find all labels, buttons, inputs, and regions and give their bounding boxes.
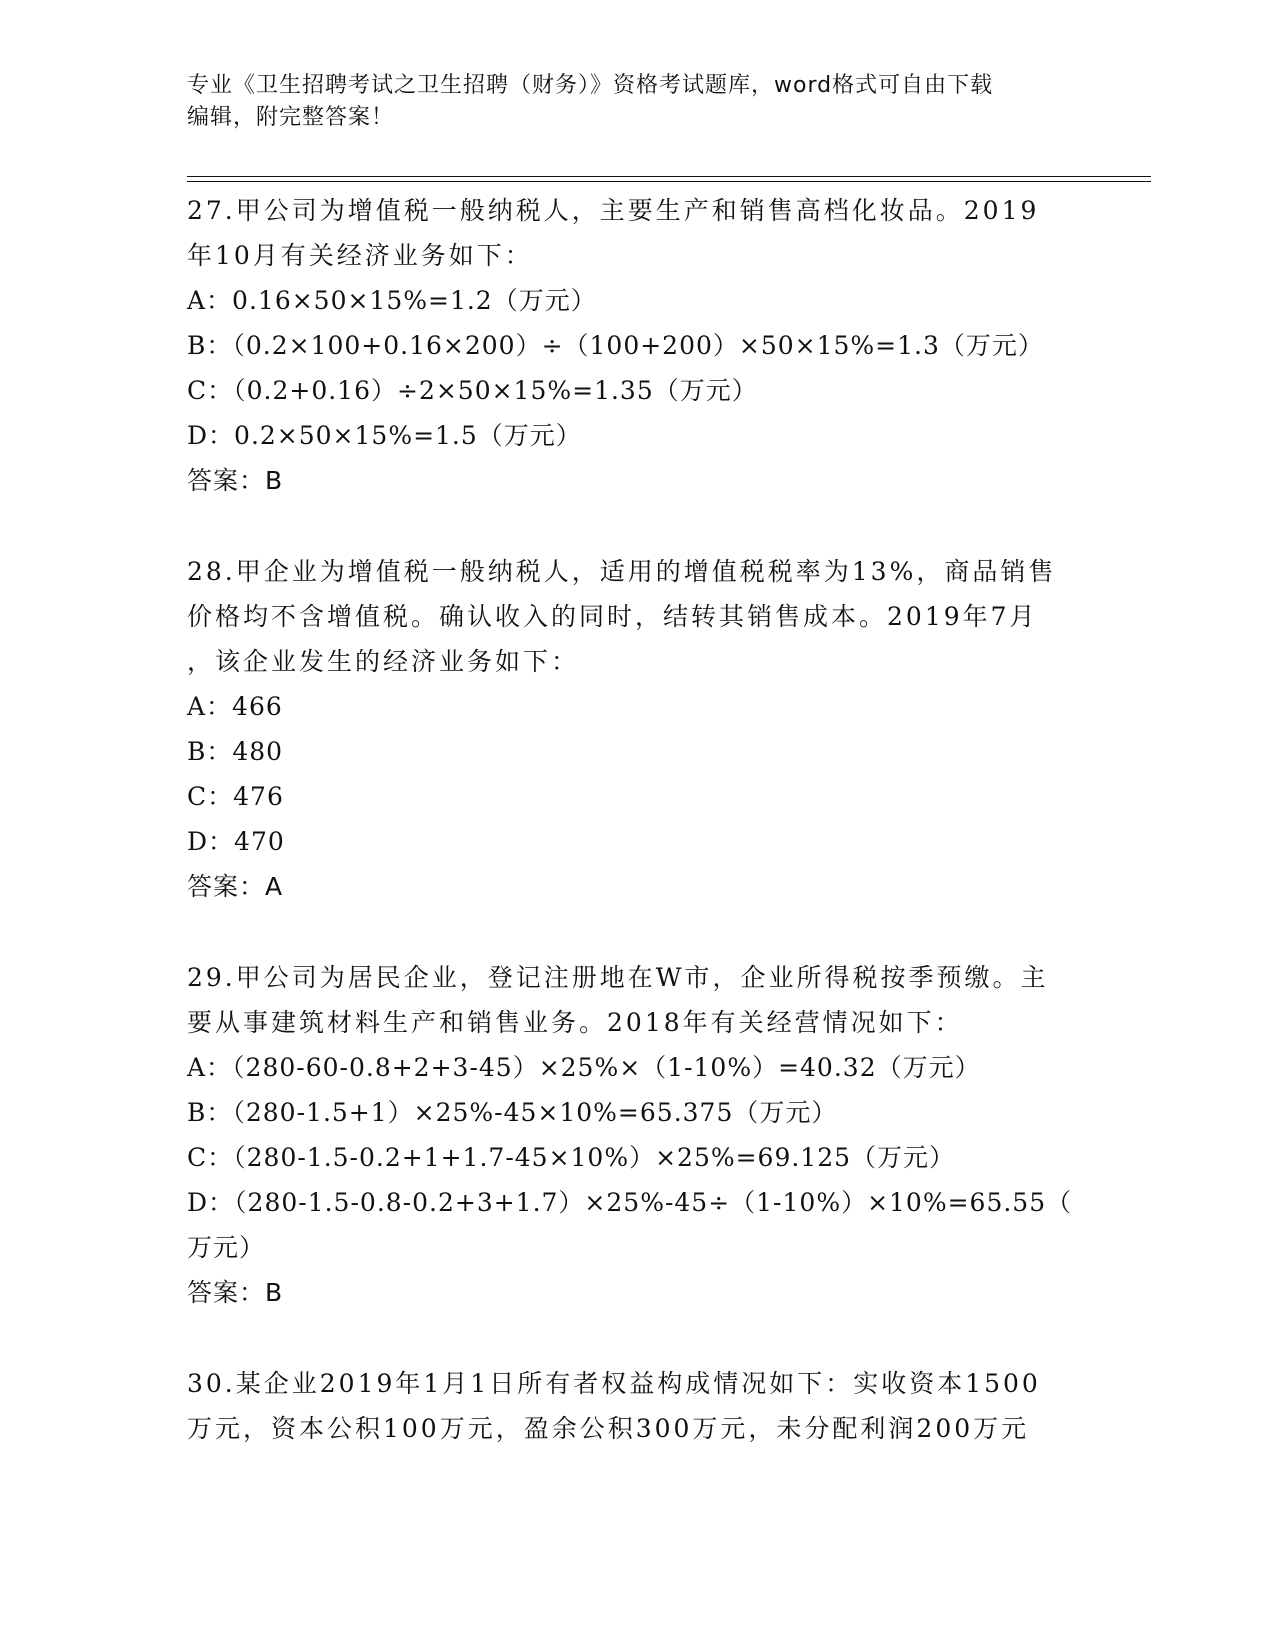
option-a: A：0.16×50×15%=1.2（万元） <box>187 286 597 315</box>
header-line-1: 专业《卫生招聘考试之卫生招聘（财务）》资格考试题库，word格式可自由下载 <box>187 73 994 98</box>
option-b: B：480 <box>187 737 284 766</box>
option-d: D：（280-1.5-0.8-0.2+3+1.7）×25%-45÷（1-10%）×10%=65.55（ <box>187 1188 1073 1217</box>
option-d-continued: 万元） <box>187 1233 266 1262</box>
option-c: C：476 <box>187 782 284 811</box>
option-c: C：（280-1.5-0.2+1+1.7-45×10%）×25%=69.125（万元） <box>187 1143 956 1172</box>
question-29 <box>187 955 1087 1315</box>
option-d: D：0.2×50×15%=1.5（万元） <box>187 421 582 450</box>
question-text-line: 要从事建筑材料生产和销售业务。2018年有关经营情况如下： <box>187 1008 963 1037</box>
question-text-line: 30.某企业2019年1月1日所有者权益构成情况如下：实收资本1500 <box>187 1369 1041 1398</box>
question-text-line: 29.甲公司为居民企业，登记注册地在W市，企业所得税按季预缴。主 <box>187 963 1049 992</box>
question-text-line: 28.甲企业为增值税一般纳税人，适用的增值税税率为13%，商品销售 <box>187 557 1057 586</box>
header-line-2: 编辑，附完整答案！ <box>187 105 395 130</box>
answer-label: 答案：A <box>187 872 284 901</box>
question-30 <box>187 1361 1087 1451</box>
option-a: A：466 <box>187 692 283 721</box>
question-text-line: 年10月有关经济业务如下： <box>187 241 533 270</box>
question-list <box>187 188 1087 1497</box>
answer-label: 答案：B <box>187 1278 284 1307</box>
answer-label: 答案：B <box>187 466 284 495</box>
question-27 <box>187 188 1087 503</box>
option-b: B：（0.2×100+0.16×200）÷（100+200）×50×15%=1.3（万元） <box>187 331 1044 360</box>
option-d: D：470 <box>187 827 285 856</box>
question-text-line: 价格均不含增值税。确认收入的同时，结转其销售成本。2019年7月 <box>187 602 1038 631</box>
question-28 <box>187 549 1087 909</box>
question-text-line: ，该企业发生的经济业务如下： <box>187 647 580 676</box>
option-b: B：（280-1.5+1）×25%-45×10%=65.375（万元） <box>187 1098 838 1127</box>
header-divider-top <box>187 176 1151 177</box>
document-header <box>187 70 1087 134</box>
option-c: C：（0.2+0.16）÷2×50×15%=1.35（万元） <box>187 376 758 405</box>
question-text-line: 万元，资本公积100万元，盈余公积300万元，未分配利润200万元 <box>187 1414 1030 1443</box>
question-text-line: 27.甲公司为增值税一般纳税人，主要生产和销售高档化妆品。2019 <box>187 196 1040 225</box>
option-a: A：（280-60-0.8+2+3-45）×25%×（1-10%）=40.32（万元） <box>187 1053 981 1082</box>
header-divider-bottom <box>187 181 1151 182</box>
